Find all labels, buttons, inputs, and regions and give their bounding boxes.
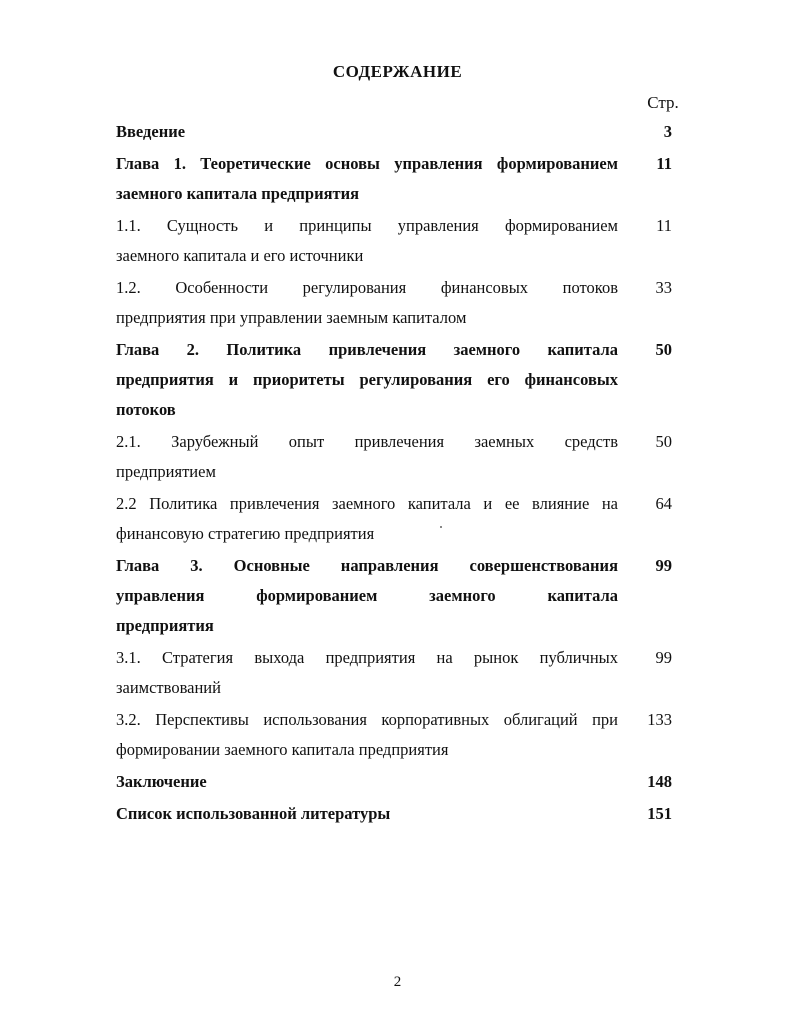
toc-entry-title (116, 211, 618, 271)
toc-entry-line: Введение (116, 122, 186, 141)
toc-entry-title (116, 335, 618, 425)
toc-entry-line: предприятием (116, 462, 216, 481)
page-column-header: Стр. (647, 93, 679, 112)
page-title: СОДЕРЖАНИЕ (332, 62, 463, 81)
toc-entry (116, 643, 686, 703)
toc-entry-title (116, 705, 618, 765)
toc-entry-line: Глава 2. Политика привлечения заемного капитала (116, 340, 618, 359)
toc-entry (116, 149, 686, 209)
toc-entry (116, 799, 686, 829)
toc-entry-page: 33 (655, 278, 672, 297)
toc-entry-title (116, 799, 618, 829)
toc-entry-line: 1.1. Сущность и принципы управления формированием (116, 216, 618, 235)
toc-entry-page: 3 (663, 122, 672, 141)
toc-entry-line: Заключение (116, 772, 207, 791)
toc-entry-page: 11 (656, 216, 672, 235)
toc-entry-title (116, 427, 618, 487)
toc-entry (116, 767, 686, 797)
toc-entry-line: финансовую стратегию предприятия (116, 524, 375, 543)
toc-entry-page: 50 (655, 340, 672, 359)
toc-entry-title (116, 643, 618, 703)
toc-entry-line: Список использованной литературы (116, 804, 391, 823)
toc-entry (116, 335, 686, 425)
page-number: 2 (393, 974, 402, 990)
toc-entry-title (116, 767, 618, 797)
toc-entry-line: предприятия и приоритеты регулирования его финансовых (116, 370, 618, 389)
table-of-contents (116, 117, 686, 831)
toc-entry-line: Глава 1. Теоретические основы управления формированием (116, 154, 618, 173)
toc-entry-title (116, 273, 618, 333)
toc-entry-line: заемного капитала предприятия (116, 184, 360, 203)
toc-entry-line: 2.2 Политика привлечения заемного капитала и ее влияние на (116, 494, 618, 513)
toc-entry (116, 705, 686, 765)
toc-entry-line: заимствований (116, 678, 221, 697)
toc-entry-line: управления формированием заемного капитала (116, 586, 618, 605)
toc-entry-title (116, 117, 618, 147)
toc-entry-page: 99 (655, 648, 672, 667)
toc-entry-title (116, 489, 618, 549)
toc-entry-line: Глава 3. Основные направления совершенствования (116, 556, 618, 575)
toc-entry-line: 1.2. Особенности регулирования финансовых потоков (116, 278, 618, 297)
toc-entry-page: 64 (655, 494, 672, 513)
toc-entry (116, 211, 686, 271)
toc-entry-line: предприятия (116, 616, 214, 635)
toc-entry-line: формировании заемного капитала предприятия (116, 740, 449, 759)
toc-entry-page: 133 (647, 710, 672, 729)
toc-entry-page: 11 (656, 154, 672, 173)
toc-entry-page: 148 (647, 772, 672, 791)
toc-entry-line: заемного капитала и его источники (116, 246, 364, 265)
toc-entry-line: 3.1. Стратегия выхода предприятия на рынок публичных (116, 648, 618, 667)
toc-entry-title (116, 551, 618, 641)
toc-entry (116, 551, 686, 641)
toc-entry-page: 99 (655, 556, 672, 575)
toc-entry-line: 2.1. Зарубежный опыт привлечения заемных средств (116, 432, 618, 451)
toc-entry (116, 427, 686, 487)
toc-entry-line: 3.2. Перспективы использования корпоративных облигаций при (116, 710, 618, 729)
toc-entry (116, 489, 686, 549)
toc-entry-page: 50 (655, 432, 672, 451)
toc-entry (116, 117, 686, 147)
toc-entry-line: предприятия при управлении заемным капиталом (116, 308, 467, 327)
toc-entry-line: потоков (116, 400, 176, 419)
toc-entry (116, 273, 686, 333)
toc-entry-title (116, 149, 618, 209)
scan-speck (440, 526, 442, 528)
toc-entry-page: 151 (647, 804, 672, 823)
